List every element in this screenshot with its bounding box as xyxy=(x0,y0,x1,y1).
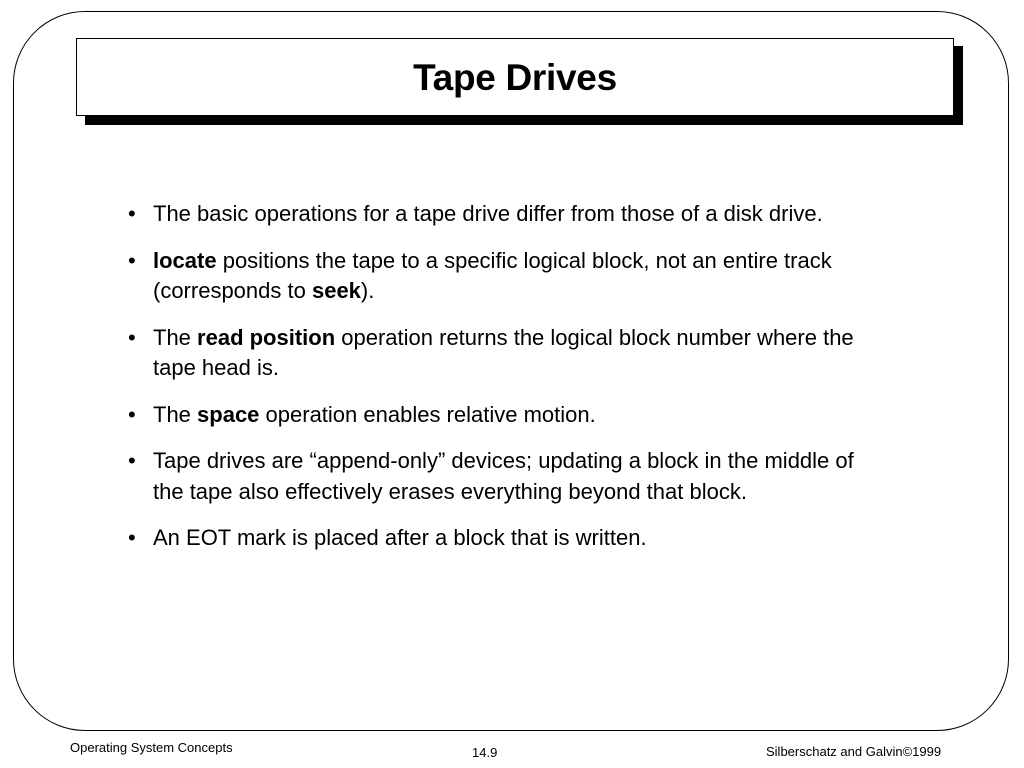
bullet-text: Tape drives are “append-only” devices; updating a block in the middle of the tape also effectively erases everything beyond that block. xyxy=(153,448,854,504)
bullet-item xyxy=(128,323,868,384)
footer-page-number: 14.9 xyxy=(472,745,498,760)
bullet-icon: • xyxy=(128,201,136,226)
bullet-text: The xyxy=(153,401,198,427)
bullet-text: positions the tape to a specific logical block, not an entire track (corresponds to xyxy=(153,247,832,303)
bullet-icon: • xyxy=(128,525,136,550)
bullet-text: The basic operations for a tape drive differ from those of a disk drive. xyxy=(153,201,823,226)
bullet-icon: • xyxy=(128,401,136,427)
footer-authors: Silberschatz and Galvin©1999 xyxy=(766,744,942,759)
bullet-keyword: read position xyxy=(197,324,336,350)
bullet-item xyxy=(128,446,868,507)
slide-title: Tape Drives xyxy=(413,57,617,98)
bullet-item xyxy=(128,523,868,554)
bullet-text: The xyxy=(153,324,198,350)
bullet-item xyxy=(128,400,868,431)
bullet-item xyxy=(128,199,868,230)
title-box xyxy=(76,38,954,116)
bullet-icon: • xyxy=(128,324,136,350)
bullet-icon: • xyxy=(128,247,136,273)
bullet-text: operation returns the logical block number where the tape head is. xyxy=(153,324,854,380)
bullet-keyword: space xyxy=(197,401,260,427)
bullet-keyword: seek xyxy=(311,278,361,303)
bullet-icon: • xyxy=(128,448,136,473)
bullet-keyword: locate xyxy=(153,247,217,273)
bullet-item xyxy=(128,246,868,307)
bullet-text: operation enables relative motion. xyxy=(259,401,596,427)
bullet-text: ). xyxy=(360,278,375,303)
bullet-list xyxy=(128,199,868,570)
footer-course-title: Operating System Concepts xyxy=(70,740,233,755)
bullet-text: An EOT mark is placed after a block that is written. xyxy=(153,525,647,550)
